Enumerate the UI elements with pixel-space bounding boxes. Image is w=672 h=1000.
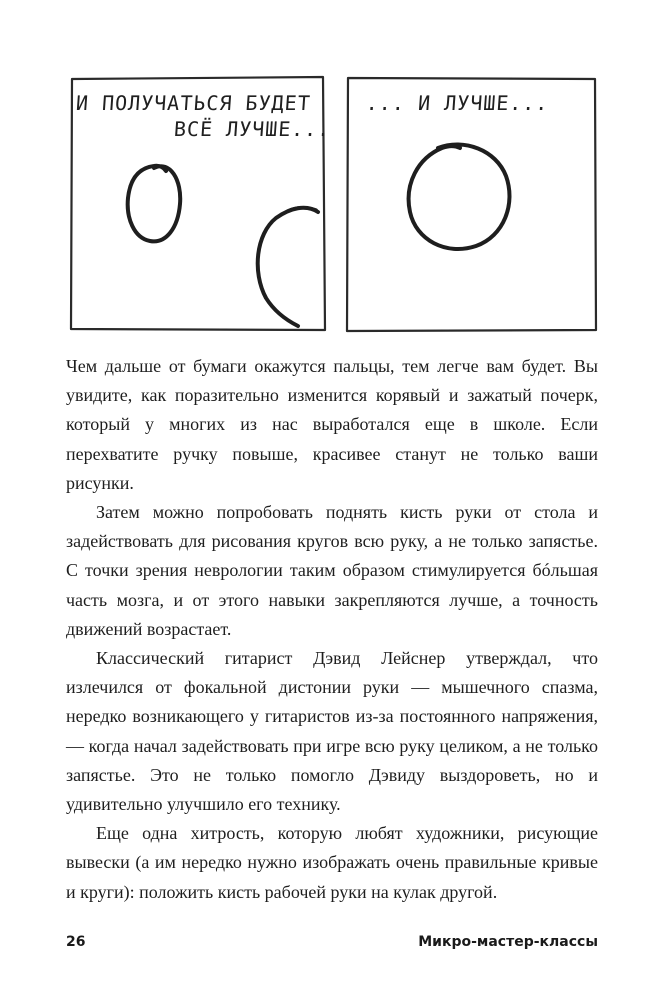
- running-title: Микро-мастер-классы: [418, 934, 598, 950]
- partial-circle-stroke: [288, 208, 316, 211]
- paragraph-4: Еще одна хитрость, которую любят художники, рисующие вывески (а им нередко нужно изображать очень правильные кривые и круги): положить кисть рабочей руки на кулак другой.: [66, 823, 598, 902]
- paragraph-1: Чем дальше от бумаги окажутся пальцы, тем легче вам будет. Вы увидите, как поразительно изменится корявый и зажатый почерк, который у многих из нас выработался еще в школе. Если перехватите ручку повыше, красивее станут не только ваши рисунки.: [66, 356, 598, 493]
- comic-panel-1-caption-line1: И ПОЛУЧАТЬСЯ БУДЕТ: [75, 91, 312, 115]
- page-number: 26: [66, 934, 86, 950]
- comic-strip: [70, 76, 600, 336]
- comic-panel-1: [70, 76, 332, 332]
- paragraph-2: Затем можно попробовать поднять кисть руки от стола и задействовать для рисования кругов всю руку, а не только запястье. С точки зрения неврологии таким образом стимулируется бóльшая часть мозга, и от этого навыки закрепляются лучше, а точность движений возрастает.: [66, 502, 598, 639]
- partial-circle-drawing: [258, 208, 318, 326]
- comic-panel-2: [346, 76, 598, 332]
- comic-panel-2-caption: ... И ЛУЧШЕ...: [365, 91, 550, 115]
- paragraph-3: Классический гитарист Дэвид Лейснер утверждал, что излечился от фокальной дистонии руки — мышечного спазма, нередко возникающего у гитаристов из-за постоянного напряжения, — когда начал задействовать при игре всю руку целиком, а не только запястье. Это не только помогло Дэвиду выздороветь, но и удивительно улучшило его технику.: [66, 648, 598, 815]
- comic-panel-1-caption-line2: ВСЁ ЛУЧШЕ...: [173, 117, 332, 141]
- circle-drawing: [409, 144, 510, 249]
- small-oval-drawing: [128, 166, 181, 242]
- body-text: [66, 352, 598, 907]
